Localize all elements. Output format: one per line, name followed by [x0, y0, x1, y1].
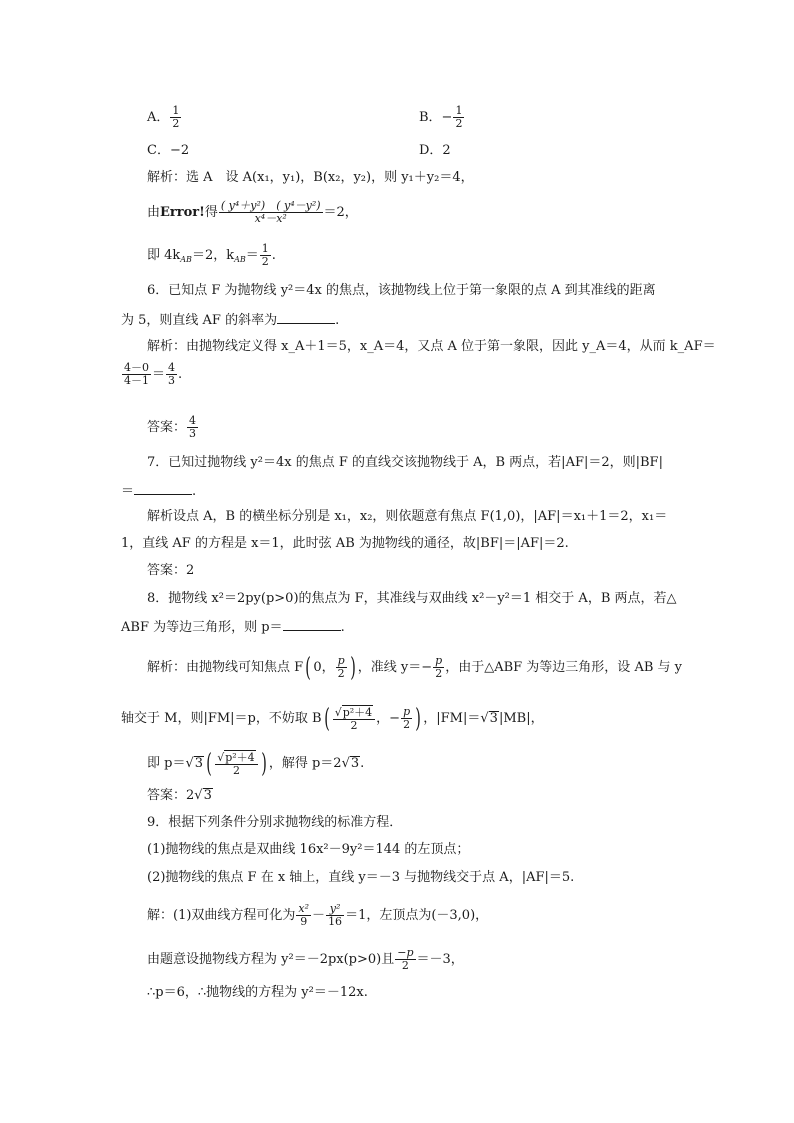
frac-num: −p [397, 946, 414, 959]
sqrt-sign: √ [480, 711, 489, 726]
q9-fraction-x [296, 903, 311, 928]
text: ，准线 y＝− [357, 660, 433, 675]
frac-num: √p²＋4 [215, 750, 257, 765]
q9-fraction-y [326, 903, 344, 928]
text: . [178, 367, 183, 382]
text: 为 5，则直线 AF 的斜率为 [121, 313, 278, 328]
q9-solution-line3: ∴p＝6，∴抛物线的方程为 y²＝－12x. [147, 985, 368, 1000]
text: ＝1，左顶点为(－3,0)， [345, 908, 489, 923]
frac-den: 2 [261, 255, 269, 268]
q6-answer-fraction [187, 415, 198, 440]
frac-num: √p²＋4 [333, 705, 375, 720]
text: 解析：由抛物线可知焦点 F [147, 660, 304, 675]
option-c: C．−2 [147, 143, 190, 158]
text: |MB|， [498, 711, 544, 726]
text: ，由于△ABF 为等边三角形，设 AB 与 y [445, 660, 682, 675]
error-text: Error! [160, 205, 205, 220]
sqrt-sign: √ [185, 756, 194, 771]
text: ＝ [245, 248, 259, 263]
text: ，− [376, 711, 401, 726]
q8-solution-line2 [121, 705, 544, 732]
text: . [192, 484, 197, 499]
frac-den: x⁴－x² [254, 212, 287, 225]
q9-solution-line2 [147, 947, 464, 972]
q6-fraction-1 [122, 362, 151, 387]
frac-den: 2 [350, 719, 358, 732]
option-a-label: A． [147, 110, 170, 125]
q8-fraction-sqrt [333, 705, 375, 732]
sqrt-content: 3 [489, 711, 498, 726]
q7-solution-line1: 解析设点 A，B 的横坐标分别是 x₁，x₂，则依题意有焦点 F(1,0)，|AF|＝x₁＋1＝2，x₁＝ [147, 509, 668, 524]
q7-stem-line2 [121, 482, 196, 500]
sqrt-content: 3 [203, 788, 212, 803]
text: － [312, 908, 326, 923]
q8-solution-line1 [147, 652, 682, 683]
paren-left: ( [323, 703, 330, 734]
frac-num: 4－0 [124, 361, 149, 374]
q7-answer: 答案：2 [147, 563, 195, 578]
frac-num: x² [298, 902, 310, 915]
q8-solution-line3 [147, 750, 364, 777]
q7-solution-line2: 1，直线 AF 的方程是 x＝1，此时弦 AB 为抛物线的通径，故|BF|＝|AF|＝2. [121, 536, 569, 551]
q5-result-fraction [260, 243, 271, 268]
option-d: D．2 [419, 143, 451, 158]
paren-right: ) [260, 748, 267, 779]
frac-den: 9 [300, 915, 308, 928]
answer-blank[interactable] [283, 618, 341, 631]
sqrt-content: p²＋4 [225, 751, 255, 764]
frac-num: 1 [455, 104, 463, 117]
frac-den: 2 [455, 117, 463, 130]
text: 轴交于 M，则|FM|＝p，不妨取 B [121, 711, 322, 726]
paren-left: ( [206, 748, 212, 779]
answer-label: 答案： [147, 420, 187, 435]
text: 即 4k [147, 248, 181, 263]
text: 由 [147, 205, 161, 220]
option-b-fraction [453, 105, 464, 130]
text: 得 [204, 205, 218, 220]
text: ＝－3， [416, 952, 464, 967]
frac-den: 16 [328, 915, 343, 928]
text: 解：(1)双曲线方程可化为 [147, 908, 296, 923]
q7-stem-line1: 7．已知过抛物线 y²＝4x 的焦点 F 的直线交该抛物线于 A，B 两点，若|AF|＝2，则|BF| [147, 455, 663, 470]
frac-num: p [435, 654, 443, 667]
paren-right: ) [415, 703, 421, 734]
q6-stem-line2 [121, 311, 339, 329]
text: ＝2，k [191, 248, 235, 263]
text: 由题意设抛物线方程为 y²＝－2px(p>0)且 [147, 952, 395, 967]
answer-blank[interactable] [277, 311, 335, 324]
sqrt-content: 3 [194, 756, 204, 771]
subscript: AB [234, 255, 246, 264]
text: ，解得 p＝2 [268, 756, 342, 771]
option-b-label: B．− [419, 110, 453, 125]
frac-den: 3 [168, 374, 176, 387]
q5-solution-line1: 解析：选 A 设 A(x₁，y₁)，B(x₂，y₂)，则 y₁＋y₂＝4， [147, 170, 474, 185]
frac-num: 1 [172, 104, 180, 117]
subscript: AB [180, 255, 192, 264]
frac-den: 2 [401, 959, 409, 972]
paren-left: ( [305, 652, 312, 683]
q8-fraction-p2 [336, 655, 347, 680]
text: ABF 为等边三角形，则 p＝ [121, 620, 283, 635]
sqrt-sign: √ [194, 788, 203, 803]
q8-stem-line2 [121, 618, 345, 636]
option-a [147, 105, 182, 130]
q6-fraction-2 [166, 362, 177, 387]
text: ＝2， [323, 205, 358, 220]
option-b [419, 105, 465, 130]
q9-fraction-p [395, 947, 415, 972]
frac-den: 2 [337, 667, 345, 680]
answer-label: 答案：2 [147, 788, 195, 803]
frac-den: 2 [403, 718, 411, 731]
text: 0， [313, 660, 335, 675]
frac-den: 2 [435, 667, 443, 680]
sqrt-content: 3 [350, 756, 360, 771]
q9-solution-line1 [147, 903, 488, 928]
sqrt-content: p²＋4 [342, 706, 373, 719]
frac-den: 4－1 [124, 374, 149, 387]
text: . [335, 313, 340, 328]
q8-fraction-sqrt-b [215, 750, 257, 777]
text: ＝ [152, 367, 166, 382]
text: ，|FM|＝ [423, 711, 481, 726]
sqrt-sign: √ [341, 756, 350, 771]
frac-num: 4 [168, 361, 176, 374]
text: . [360, 756, 365, 771]
q8-fraction-p2b [433, 655, 444, 680]
q8-answer [147, 788, 213, 804]
frac-num: 1 [261, 242, 269, 255]
q9-part2: (2)抛物线的焦点 F 在 x 轴上，直线 y＝－3 与抛物线交于点 A，|AF|＝5. [147, 870, 575, 885]
q6-solution-line1: 解析：由抛物线定义得 x_A＋1＝5，x_A＝4，又点 A 位于第一象限，因此 y_A＝4，从而 k_AF＝ [147, 339, 716, 354]
q9-part1: (1)抛物线的焦点是双曲线 16x²－9y²＝144 的左顶点； [147, 842, 470, 857]
frac-num: 4 [189, 414, 197, 427]
option-a-fraction [170, 105, 181, 130]
frac-num: p [337, 654, 345, 667]
frac-num: ( y⁴＋y²) ( y⁴－y²) [220, 199, 321, 212]
frac-num: y² [326, 903, 344, 916]
q8-stem-line1: 8．抛物线 x²＝2py(p>0)的焦点为 F，其准线与双曲线 x²－y²＝1 相交于 A，B 两点，若△ [147, 591, 677, 606]
text: . [340, 620, 345, 635]
q5-solution-line3 [147, 243, 276, 268]
paren-right: ) [349, 652, 356, 683]
q8-fraction-p2c [401, 706, 412, 731]
q5-solution-line2 [147, 200, 358, 225]
answer-blank[interactable] [134, 482, 192, 495]
text: ＝ [121, 484, 135, 499]
frac-den: 2 [172, 117, 180, 130]
frac-den: 3 [189, 427, 197, 440]
q6-answer [147, 415, 199, 440]
frac-den: 2 [232, 764, 240, 777]
q9-stem: 9．根据下列条件分别求抛物线的标准方程． [147, 815, 403, 830]
text: 即 p＝ [147, 756, 186, 771]
q6-stem-line1: 6．已知点 F 为抛物线 y²＝4x 的焦点，该抛物线上位于第一象限的点 A 到其准线的距离 [147, 283, 656, 298]
q6-solution-line2 [121, 362, 182, 387]
frac-num: p [403, 705, 411, 718]
q5-fraction [219, 200, 323, 225]
text: . [271, 248, 276, 263]
